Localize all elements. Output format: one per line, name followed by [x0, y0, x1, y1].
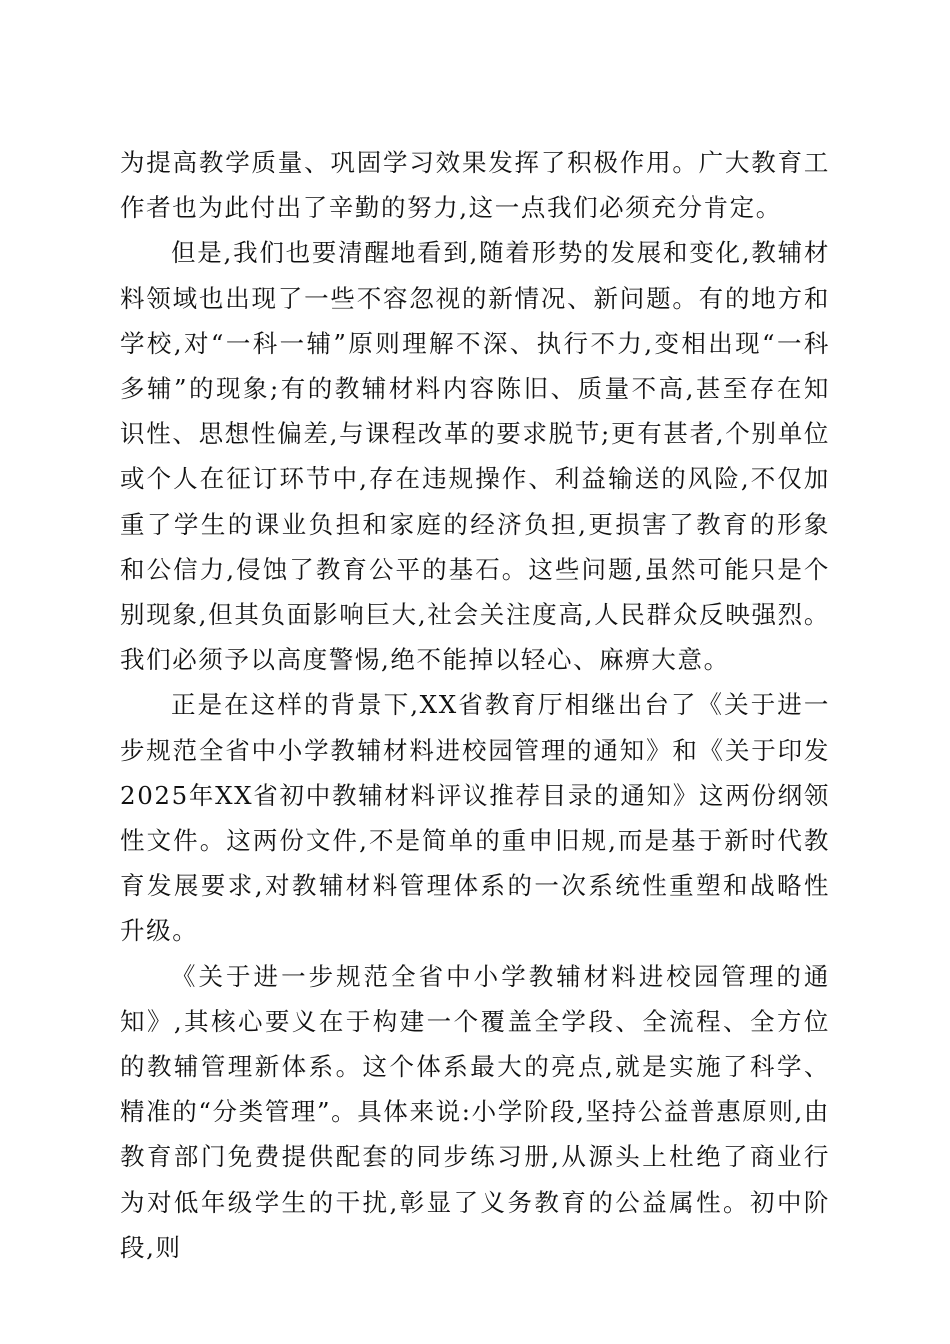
paragraph-2: 但是,我们也要清醒地看到,随着形势的发展和变化,教辅材料领域也出现了一些不容忽视的新情况、新问题。有的地方和学校,对“一科一辅”原则理解不深、执行不力,变相出现“一科多辅”的现象;有的教辅材料内容陈旧、质量不高,甚至存在知识性、思想性偏差,与课程改革的要求脱节;更有甚者,个别单位或个人在征订环节中,存在违规操作、利益输送的风险,不仅加重了学生的课业负担和家庭的经济负担,更损害了教育的形象和公信力,侵蚀了教育公平的基石。这些问题,虽然可能只是个别现象,但其负面影响巨大,社会关注度高,人民群众反映强烈。我们必须予以高度警惕,绝不能掉以轻心、麻痹大意。 — [120, 238, 830, 675]
paragraph-1: 为提高教学质量、巩固学习效果发挥了积极作用。广大教育工作者也为此付出了辛勤的努力,这一点我们必须充分肯定。 — [120, 148, 830, 223]
paragraph-4: 《关于进一步规范全省中小学教辅材料进校园管理的通知》,其核心要义在于构建一个覆盖全学段、全流程、全方位的教辅管理新体系。这个体系最大的亮点,就是实施了科学、精准的“分类管理”。具体来说:小学阶段,坚持公益普惠原则,由教育部门免费提供配套的同步练习册,从源头上杜绝了商业行为对低年级学生的干扰,彰显了义务教育的公益属性。初中阶段,则 — [120, 961, 830, 1262]
document-body — [120, 140, 830, 1270]
paragraph-3: 正是在这样的背景下,XX省教育厅相继出台了《关于进一步规范全省中小学教辅材料进校园管理的通知》和《关于印发2025年XX省初中教辅材料评议推荐目录的通知》这两份纲领性文件。这两份文件,不是简单的重申旧规,而是基于新时代教育发展要求,对教辅材料管理体系的一次系统性重塑和战略性升级。 — [120, 690, 830, 946]
